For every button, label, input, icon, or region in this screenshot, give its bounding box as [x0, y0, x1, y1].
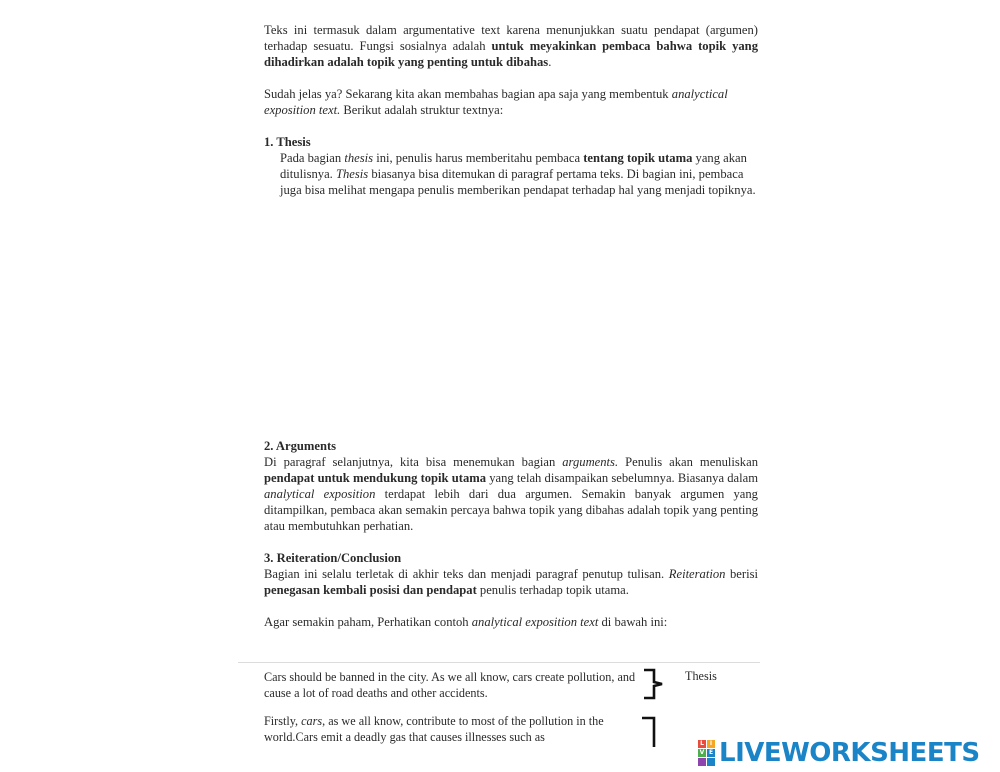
- reiteration-text-2: berisi: [725, 567, 758, 581]
- thesis-text-2: ini, penulis harus memberitahu pembaca: [373, 151, 584, 165]
- arguments-text-3: yang telah disampaikan sebelumnya. Biasanya dalam: [486, 471, 758, 485]
- liveworksheets-logo: [698, 738, 980, 768]
- logo-cube: E: [708, 749, 714, 756]
- intro-text-end: .: [548, 55, 552, 69]
- example-argument-italic: cars: [301, 714, 323, 728]
- logo-cubes-icon: [698, 740, 715, 766]
- thesis-bold: tentang topik utama: [583, 151, 693, 165]
- structure-intro-tail: Berikut adalah struktur textnya:: [340, 103, 504, 117]
- arguments-italic-1: arguments.: [562, 455, 619, 469]
- thesis-heading: 1. Thesis: [264, 135, 311, 149]
- thesis-text-3: yang akan ditulisnya.: [280, 151, 747, 181]
- logo-cube: L: [698, 740, 706, 748]
- thesis-text-1: Pada bagian: [280, 151, 345, 165]
- example-argument-text-1: Firstly,: [264, 714, 302, 728]
- reiteration-text-1: Bagian ini selalu terletak di akhir teks dan menjadi paragraf penutup tulisan.: [264, 567, 669, 581]
- example-divider: [238, 662, 760, 663]
- intro-text: Teks ini termasuk dalam argumentative text karena menunjukkan suatu pendapat (argumen) terhadap sesuatu. Fungsi sosialnya adalah: [264, 23, 758, 53]
- reiteration-paragraph: [264, 566, 758, 598]
- logo-text: LIVEWORKSHEETS: [719, 738, 980, 768]
- thesis-text-4: biasanya bisa ditemukan di paragraf pertama teks. Di bagian ini, pembaca juga bisa melihat mengapa penulis memberikan pendapat terhadap hal yang menjadi topiknya.: [280, 167, 756, 197]
- reiteration-text-3: penulis terhadap topik utama.: [476, 583, 629, 597]
- arguments-text-4: terdapat lebih dari dua argumen. Semakin banyak argumen yang ditampilkan, pembaca akan semakin percaya bahwa topik yang dibahas adalah topik yang penting atau membutuhkan perhatian.: [264, 487, 758, 533]
- document-bottom: [264, 438, 758, 630]
- logo-cube: [707, 758, 715, 766]
- reiteration-heading: 3. Reiteration/Conclusion: [264, 551, 402, 565]
- thesis-italic-1: thesis: [344, 151, 374, 165]
- reiteration-bold: penegasan kembali posisi dan pendapat: [264, 583, 477, 597]
- logo-cube: V: [699, 749, 705, 756]
- example-argument-paragraph: [264, 713, 644, 745]
- reiteration-italic: Reiteration: [668, 567, 726, 581]
- example-thesis-text: Cars should be banned in the city. As we all know, cars create pollution, and cause a lot of road deaths and other accidents.: [264, 670, 636, 700]
- example-intro-tail: di bawah ini:: [598, 615, 668, 629]
- bracket-top-icon: [640, 715, 664, 749]
- example-argument-text-2: , as we all know, contribute to most of the pollution in the world.Cars emit a deadly gas that causes illnesses such as: [264, 714, 604, 744]
- structure-intro-paragraph: [264, 86, 758, 118]
- example-intro-paragraph: [264, 614, 758, 630]
- logo-cube: [698, 758, 706, 766]
- arguments-bold: pendapat untuk mendukung topik utama: [264, 471, 487, 485]
- right-brace-icon: [640, 668, 668, 700]
- example-intro-text: Agar semakin paham, Perhatikan contoh: [264, 615, 472, 629]
- arguments-paragraph: [264, 454, 758, 534]
- example-intro-italic: analytical exposition text: [471, 615, 599, 629]
- example-thesis-label: Thesis: [685, 669, 717, 683]
- arguments-text-2: Penulis akan menuliskan: [618, 455, 758, 469]
- thesis-italic-2: Thesis: [335, 167, 369, 181]
- arguments-heading: 2. Arguments: [264, 439, 337, 453]
- intro-paragraph: [264, 22, 758, 70]
- document-top: [264, 22, 758, 198]
- structure-intro-italic: analyctical exposition text.: [264, 87, 728, 117]
- arguments-text-1: Di paragraf selanjutnya, kita bisa menemukan bagian: [264, 455, 563, 469]
- intro-bold-text: untuk meyakinkan pembaca bahwa topik yang dihadirkan adalah topik yang penting untuk dibahas: [264, 39, 758, 69]
- arguments-italic-2: analytical exposition: [264, 487, 376, 501]
- structure-intro-text: Sudah jelas ya? Sekarang kita akan membahas bagian apa saja yang membentuk: [264, 87, 672, 101]
- logo-cube: I: [707, 740, 715, 748]
- thesis-paragraph: [264, 150, 758, 198]
